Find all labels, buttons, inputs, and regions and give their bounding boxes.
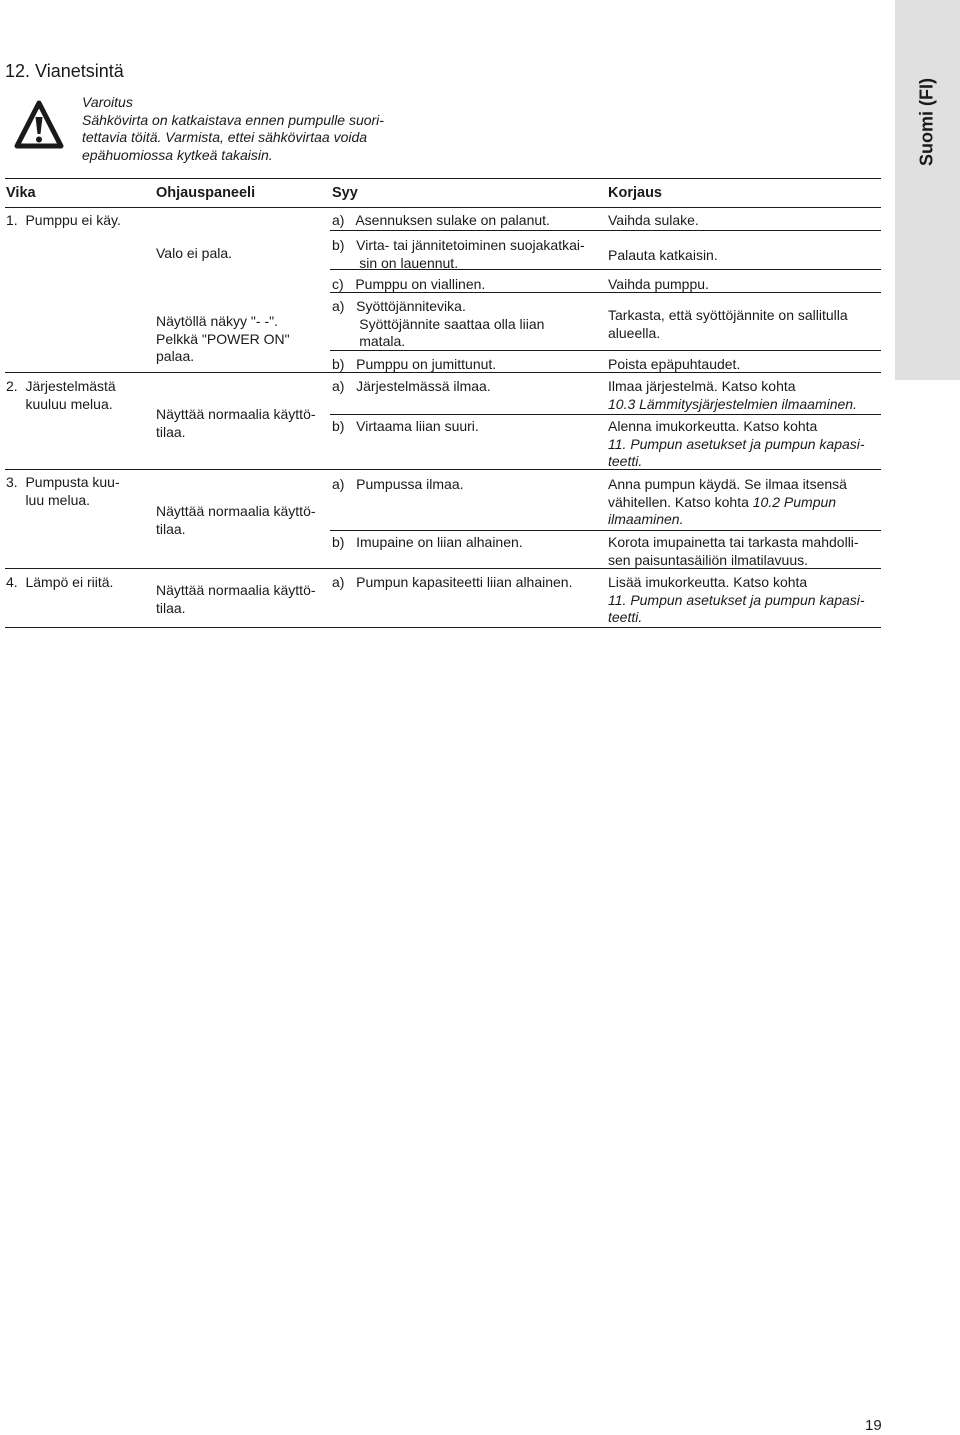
cause-cell-line: sin on lauennut. [332,254,459,271]
row-divider [5,372,881,373]
language-side-tab [895,0,960,380]
text-run: teetti. [608,609,643,625]
warning-line: epähuomiossa kytkeä takaisin. [82,146,273,163]
remedy-cell-line [608,356,740,374]
text-run: Tarkasta, että syöttöjännite on sallitulla [608,307,848,323]
fault-cell-line: luu melua. [6,491,91,508]
row-divider [330,350,881,351]
remedy-cell [608,574,865,627]
remedy-cell-line [608,511,847,529]
control-panel-cell-line: tilaa. [156,520,186,537]
remedy-cell-line [608,534,859,552]
remedy-cell-line [608,436,865,454]
text-run: 11. Pumpun asetukset ja pumpun kapasi- [608,591,865,608]
warning-heading: Varoitus [82,94,133,110]
row-divider [330,269,881,270]
cause-cell [332,212,550,230]
cause-cell [332,534,523,552]
warning-line: Sähkövirta on katkaistava ennen pumpulle suori- [82,111,384,128]
cause-cell-line: Syöttöjännite saattaa olla liian [332,315,545,332]
cause-cell [332,378,491,396]
column-header-syy: Syy [332,185,358,201]
cause-cell [332,574,572,592]
fault-cell [6,474,120,509]
control-panel-cell [156,313,290,366]
warning-triangle-icon [14,100,64,152]
remedy-cell-line [608,276,709,294]
fault-cell [6,212,121,230]
remedy-cell-line [608,325,848,343]
remedy-cell [608,356,740,374]
cause-cell-line: b) Imupaine on liian alhainen. [332,534,523,550]
fault-cell [6,574,113,592]
table-bottom-rule [5,627,881,628]
control-panel-cell [156,503,316,538]
control-panel-cell-line: Näyttää normaalia käyttö- [156,503,316,519]
text-run: 11. Pumpun asetukset ja pumpun kapasi- [608,435,865,452]
cause-cell-line: a) Syöttöjännitevika. [332,298,466,314]
cause-cell [332,476,464,494]
remedy-cell [608,276,709,294]
row-divider [5,568,881,569]
text-run: sen paisuntasäiliön ilmatilavuus. [608,551,808,568]
cause-cell [332,237,585,272]
control-panel-cell [156,245,232,263]
language-tab-label: Suomi (FI) [916,78,937,166]
remedy-cell [608,534,859,569]
remedy-cell-line [608,494,847,512]
row-divider [330,292,881,293]
cause-cell-line: c) Pumppu on viallinen. [332,276,486,292]
cause-cell [332,276,485,294]
remedy-cell-line [608,418,865,436]
text-run: Vaihda pumppu. [608,276,709,292]
fault-cell [6,378,116,413]
text-run: Ilmaa järjestelmä. Katso kohta [608,378,796,394]
remedy-cell-line [608,453,865,471]
cause-cell-line: b) Pumppu on jumittunut. [332,356,497,372]
cause-cell-line: a) Pumpun kapasiteetti liian alhainen. [332,574,573,590]
remedy-cell [608,212,699,230]
remedy-cell-line [608,609,865,627]
remedy-cell-line [608,247,718,265]
text-run: Poista epäpuhtaudet. [608,356,741,372]
text-run: Palauta katkaisin. [608,247,718,263]
text-run: Anna pumpun käydä. Se ilmaa itsensä [608,476,847,492]
fault-cell-line: 4. Lämpö ei riitä. [6,574,114,590]
row-divider [330,414,881,415]
fault-cell-line: 3. Pumpusta kuu- [6,474,120,490]
cause-cell-line: matala. [332,333,406,349]
table-top-rule [5,178,881,179]
text-run: vähitellen. Katso kohta [608,493,753,510]
remedy-cell [608,418,865,471]
text-run: alueella. [608,324,661,341]
control-panel-cell-line: Valo ei pala. [156,245,233,261]
remedy-cell [608,307,848,342]
control-panel-cell-line: palaa. [156,348,195,364]
control-panel-cell-line: Pelkkä "POWER ON" [156,330,290,347]
remedy-cell-line [608,307,848,325]
page-number: 19 [865,1417,882,1434]
warning-text [82,94,384,164]
cause-cell-line: a) Pumpussa ilmaa. [332,476,464,492]
cause-cell [332,356,496,374]
control-panel-cell-line: Näytöllä näkyy "- -". [156,313,278,329]
fault-cell-line: kuuluu melua. [6,395,113,412]
row-divider [330,230,881,231]
text-run: Lisää imukorkeutta. Katso kohta [608,574,808,590]
remedy-cell-line [608,378,857,396]
cause-cell-line: b) Virta- tai jännitetoiminen suojakatkai- [332,237,585,253]
cause-cell [332,298,544,351]
table-header-rule [5,207,881,208]
control-panel-cell [156,406,316,441]
text-run: Alenna imukorkeutta. Katso kohta [608,418,818,434]
text-run: 10.2 Pumpun [752,493,837,510]
control-panel-cell-line: Näyttää normaalia käyttö- [156,406,316,422]
row-divider [330,530,881,531]
text-run: Vaihda sulake. [608,212,699,228]
column-header-vika: Vika [6,185,36,201]
remedy-cell-line [608,396,857,414]
control-panel-cell-line: Näyttää normaalia käyttö- [156,582,316,598]
text-run: 10.3 Lämmitysjärjestelmien ilmaaminen. [608,395,857,412]
column-header-korjaus: Korjaus [608,185,662,201]
fault-cell-line: 2. Järjestelmästä [6,378,116,394]
remedy-cell [608,378,857,413]
remedy-cell-line [608,212,699,230]
remedy-cell-line [608,476,847,494]
text-run: Korota imupainetta tai tarkasta mahdolli- [608,534,859,550]
remedy-cell-line [608,552,859,570]
cause-cell-line: b) Virtaama liian suuri. [332,418,479,434]
column-header-ohjauspaneeli: Ohjauspaneeli [156,185,256,201]
control-panel-cell-line: tilaa. [156,599,186,616]
cause-cell-line: a) Järjestelmässä ilmaa. [332,378,491,394]
warning-line: tettavia töitä. Varmista, ettei sähkövirtaa voida [82,129,368,145]
control-panel-cell [156,582,316,617]
remedy-cell-line [608,592,865,610]
text-run: teetti. [608,453,643,469]
text-run: ilmaaminen. [608,511,684,527]
remedy-cell [608,247,718,265]
fault-cell-line: 1. Pumppu ei käy. [6,212,121,228]
section-title: 12. Vianetsintä [5,61,124,81]
cause-cell [332,418,479,436]
row-divider [5,469,881,470]
remedy-cell [608,476,847,529]
control-panel-cell-line: tilaa. [156,423,186,440]
cause-cell-line: a) Asennuksen sulake on palanut. [332,212,550,228]
remedy-cell-line [608,574,865,592]
